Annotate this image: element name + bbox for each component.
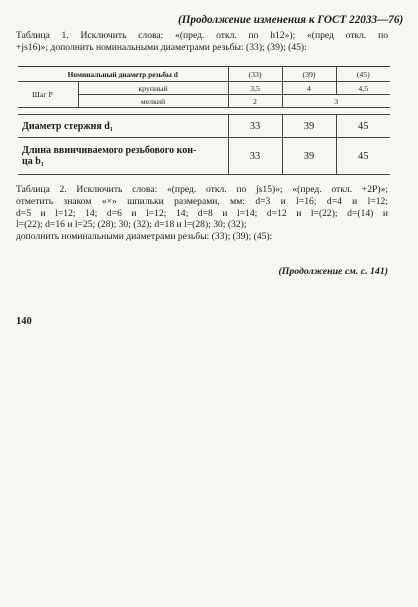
diameter-value-3: (45): [336, 67, 390, 82]
rod-diameter-value-1: 33: [228, 115, 282, 138]
fine-label: мелкий: [78, 95, 228, 108]
diameter-header: Номинальный диаметр резьбы d: [18, 67, 228, 82]
fine-value-2: 3: [282, 95, 390, 108]
table2-instruction-line1: Таблица 2. Исключить слова: «(пред. откл. по js15)»; «(пред. откл. +2P)»;: [16, 184, 388, 195]
table2-instruction: [16, 184, 388, 243]
screw-length-value-2: 39: [282, 138, 336, 175]
table1-instruction: [16, 30, 388, 54]
fine-value-1: 2: [228, 95, 282, 108]
rod-diameter-value-2: 39: [282, 115, 336, 138]
separator: [18, 108, 390, 115]
table2-instruction-line2: отметить знаком «×» шпильки размерами, мм: d=3 и l=16; d=4 и l=12;: [16, 195, 388, 207]
rod-diameter-row: [18, 115, 390, 138]
table2-instruction-line3: d=5 и l=12; 14; d=6 и l=12; 14; d=8 и l=14; d=12 и l=(22); d=(14) и: [16, 207, 388, 219]
table1-instruction-line1: Таблица 1. Исключить слова: «(пред. откл. по h12»); «(пред откл. по: [16, 30, 388, 41]
coarse-value-1: 3,5: [228, 82, 282, 95]
diameter-value-1: (33): [228, 67, 282, 82]
rod-diameter-value-3: 45: [336, 115, 390, 138]
screw-length-label-line2: ца b₁: [22, 156, 44, 167]
continuation-note: (Продолжение см. с. 141): [278, 266, 388, 277]
screw-length-row: [18, 138, 390, 175]
coarse-pitch-row: [18, 82, 390, 95]
screw-length-value-3: 45: [336, 138, 390, 175]
table1-instruction-line2: +js16)»; дополнить номинальными диаметрами резьбы: (33); (39); (45):: [16, 41, 307, 53]
thread-spec-table: [18, 66, 390, 175]
separator-row: [18, 108, 390, 115]
rod-diameter-label: Диаметр стержня d₁: [18, 115, 228, 138]
diameter-row: [18, 67, 390, 82]
pitch-label: Шаг P: [18, 82, 78, 108]
diameter-value-2: (39): [282, 67, 336, 82]
page-header: (Продолжение изменения к ГОСТ 22033—76): [178, 14, 404, 26]
coarse-value-2: 4: [282, 82, 336, 95]
screw-length-value-1: 33: [228, 138, 282, 175]
coarse-value-3: 4,5: [336, 82, 390, 95]
screw-length-label: [18, 138, 228, 175]
table2-instruction-line4: l=(22); d=16 и l=25; (28); 30; (32); d=18 и l=(28); 30; (32);: [16, 219, 247, 231]
coarse-label: крупный: [78, 82, 228, 95]
screw-length-label-line1: Длина ввинчиваемого резьбового кон-: [22, 145, 197, 156]
table2-instruction-line5: дополнить номинальными диаметрами резьбы: (33); (39); (45):: [16, 231, 273, 243]
page-number: 140: [16, 316, 32, 327]
